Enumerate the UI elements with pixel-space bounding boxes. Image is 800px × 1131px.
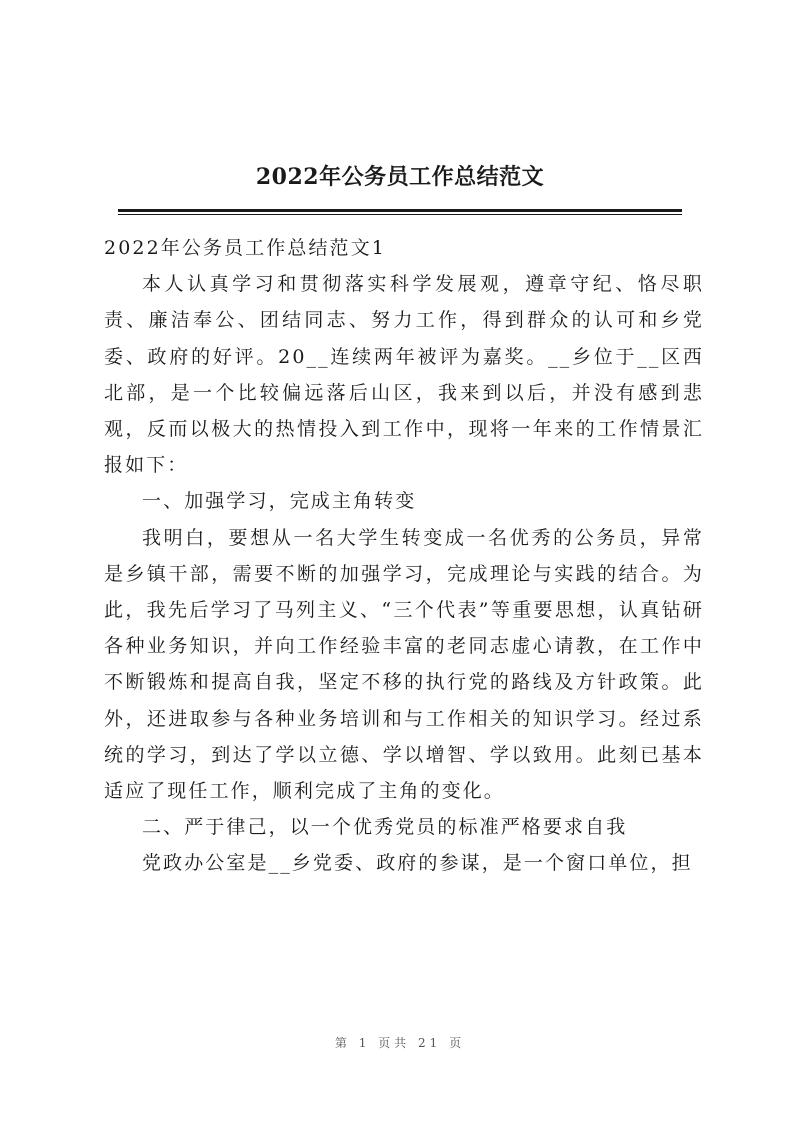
- document-body: [104, 230, 704, 882]
- section-heading-2: 二、严于律己，以一个优秀党员的标准严格要求自我: [142, 816, 628, 839]
- paragraph-office: 党政办公室是__乡党委、政府的参谋，是一个窗口单位，担: [142, 852, 693, 875]
- document-title: 2022年公务员工作总结范文: [255, 164, 545, 190]
- section-heading-1: 一、加强学习，完成主角转变: [142, 490, 417, 513]
- section-subtitle: 2022年公务员工作总结范文1: [104, 237, 386, 259]
- title-divider-thin: [118, 214, 682, 215]
- paragraph-intro: 本人认真学习和贯彻落实科学发展观，遵章守纪、恪尽职责、廉洁奉公、团结同志、努力工作，得到群众的认可和乡党委、政府的好评。20__连续两年被评为嘉奖。__乡位于__区西北部，是一个比较偏远落后山区，我来到以后，并没有感到悲观，反而以极大的热情投入到工作中，现将一年来的工作情景汇报如下：: [104, 273, 704, 477]
- title-divider: [118, 209, 682, 212]
- paragraph-study: 我明白，要想从一名大学生转变成一名优秀的公务员，异常是乡镇干部，需要不断的加强学习，完成理论与实践的结合。为此，我先后学习了马列主义、“三个代表”等重要思想，认真钻研各种业务知识，并向工作经验丰富的老同志虚心请教，在工作中不断锻炼和提高自我，坚定不移的执行党的路线及方针政策。此外，还进取参与各种业务培训和与工作相关的知识学习。经过系统的学习，到达了学以立德、学以增智、学以致用。此刻已基本适应了现任工作，顺利完成了主角的变化。: [104, 526, 704, 803]
- page-footer: 第 1 页共 21 页: [334, 1036, 466, 1050]
